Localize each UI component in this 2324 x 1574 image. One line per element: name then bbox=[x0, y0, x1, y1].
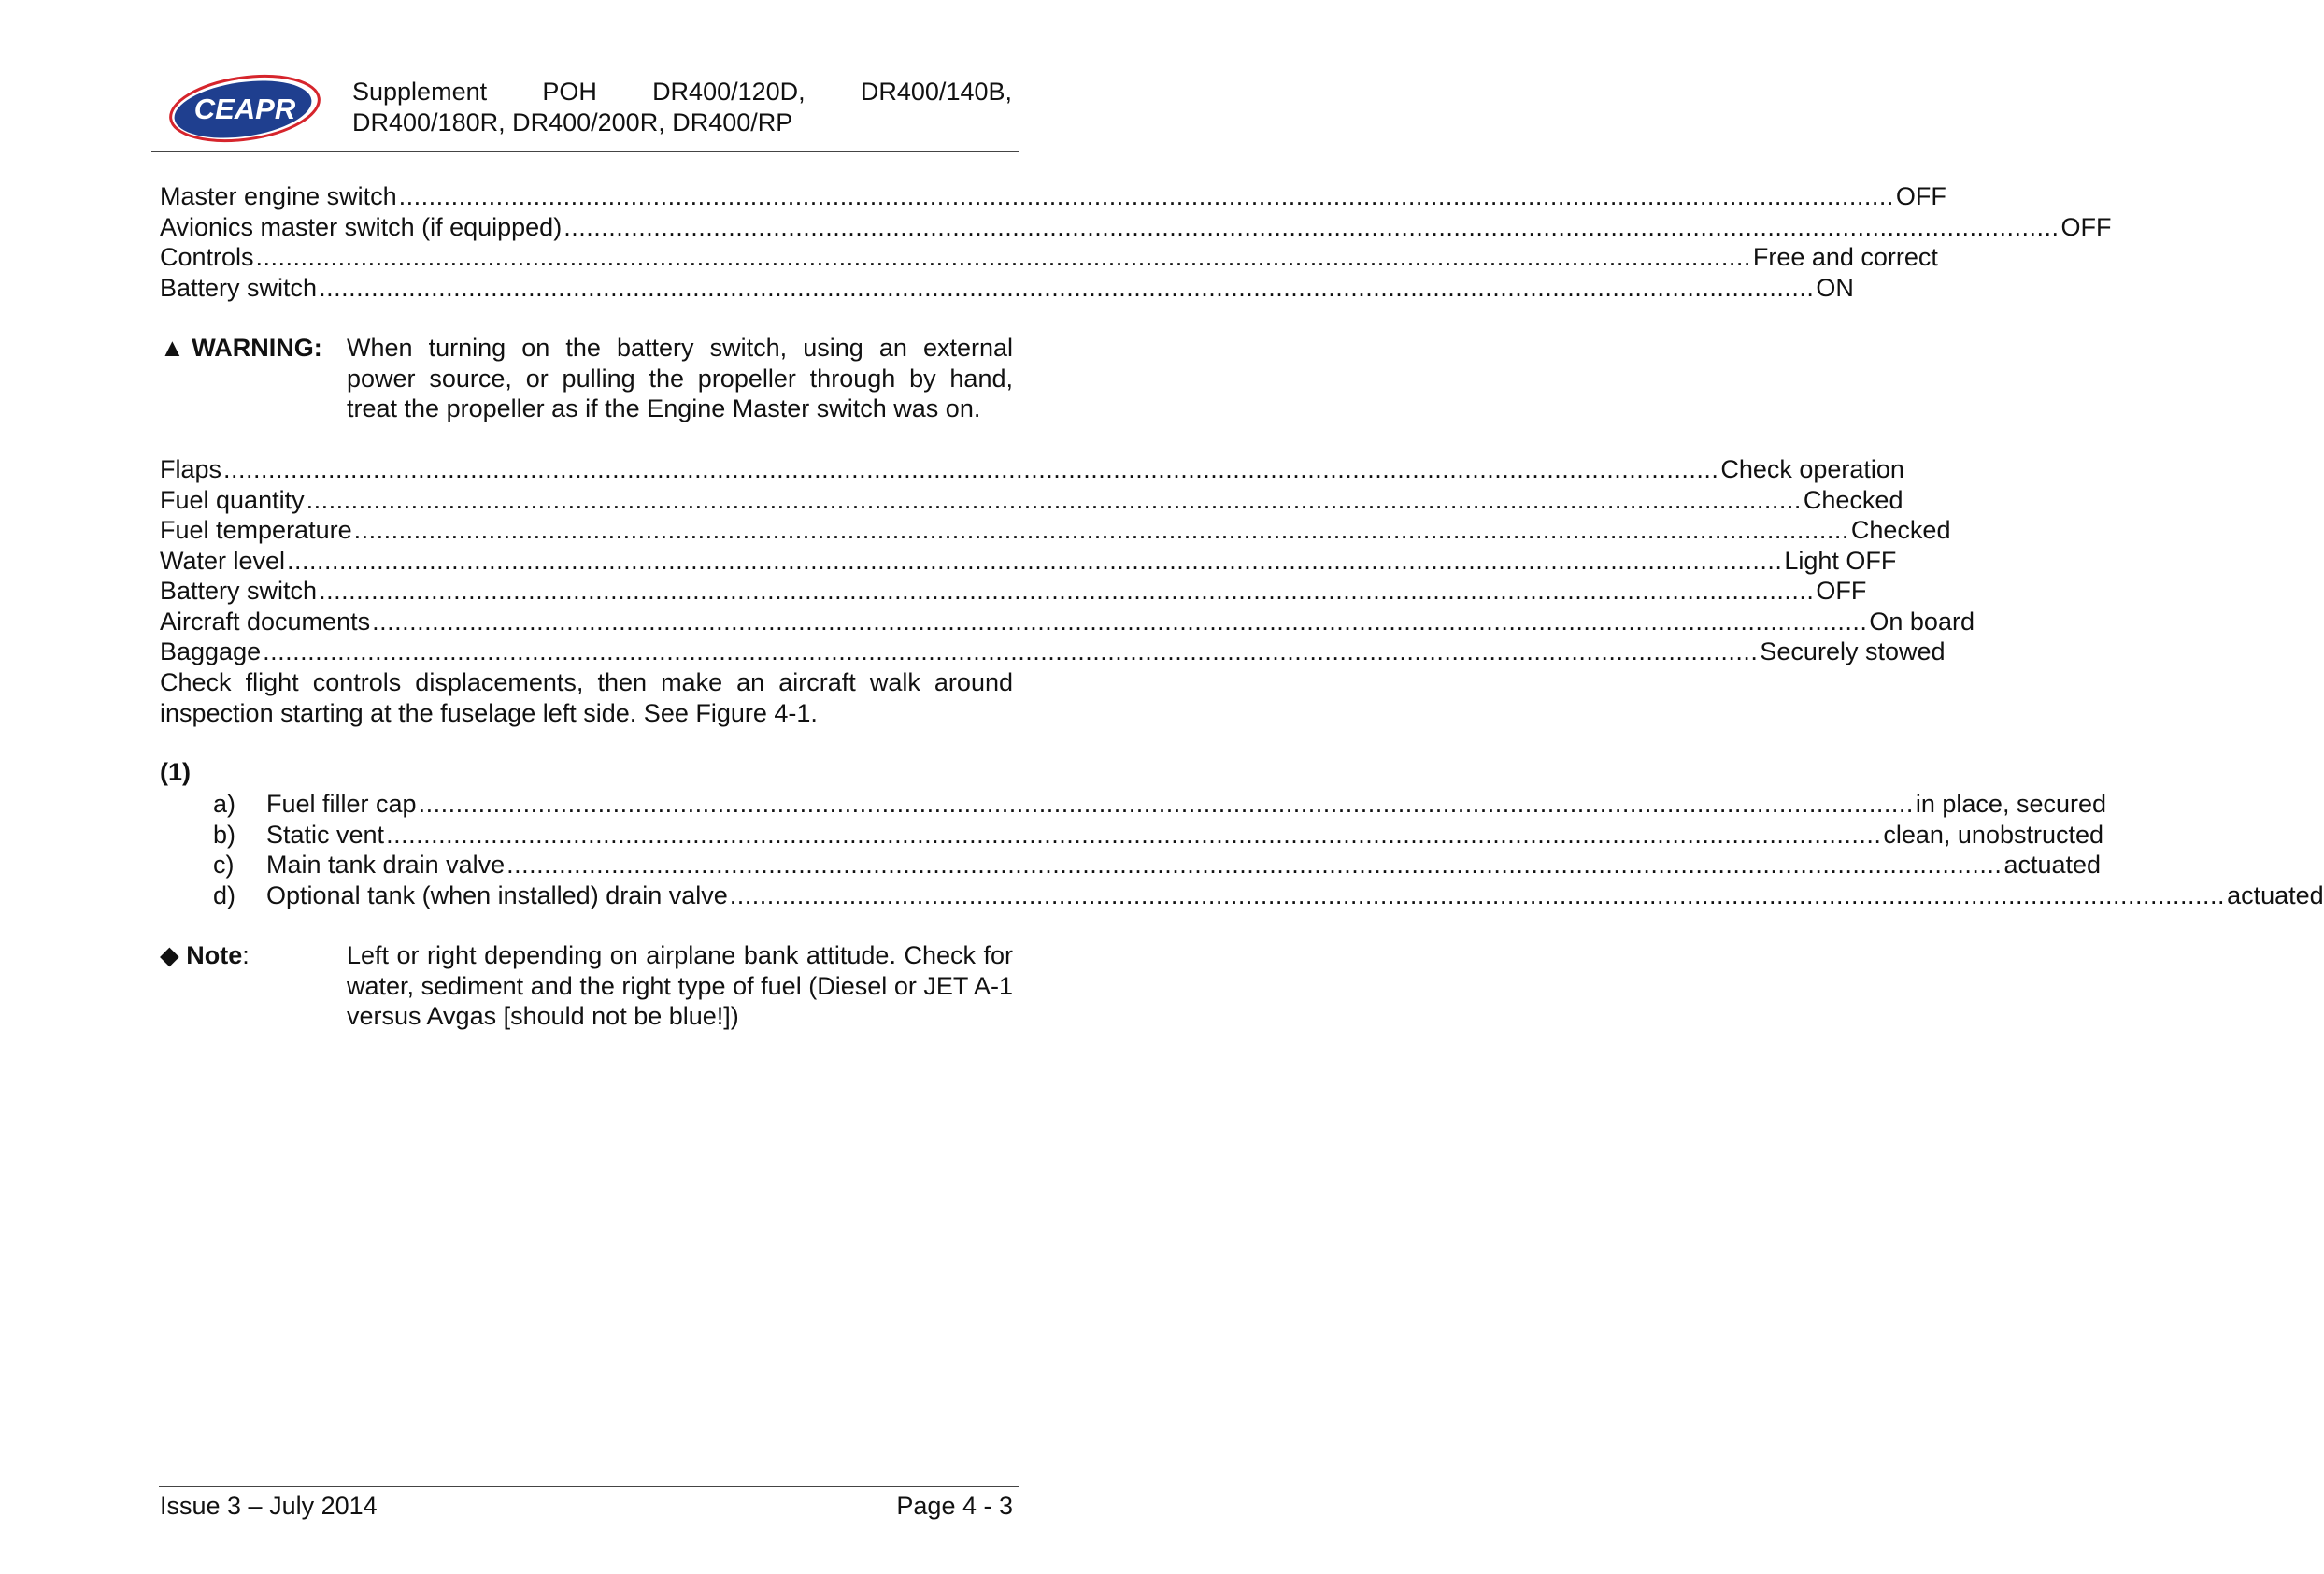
leader-dots: ........................................................................................................................................................................................................ bbox=[255, 243, 1751, 271]
footer-issue: Issue 3 – July 2014 bbox=[160, 1492, 378, 1520]
item-label: Master engine switch bbox=[160, 182, 397, 210]
checklist-row bbox=[160, 485, 1903, 516]
checklist-row bbox=[160, 212, 2112, 243]
leader-dots: ........................................................................................................................................................................................................ bbox=[263, 637, 1759, 665]
leader-dots: ........................................................................................................................................................................................................ bbox=[353, 516, 1849, 544]
item-label: Controls bbox=[160, 243, 254, 271]
item-value: Check operation bbox=[1720, 455, 1904, 483]
leader-dots: ........................................................................................................................................................................................................ bbox=[386, 820, 1882, 849]
item-label: Aircraft documents bbox=[160, 607, 371, 636]
header-word: Supplement bbox=[352, 78, 488, 106]
leader-dots: ........................................................................................................................................................................................................ bbox=[372, 607, 1868, 636]
item-value: Free and correct bbox=[1752, 243, 1938, 271]
header-title bbox=[352, 77, 1012, 138]
warning-label: ▲ WARNING: bbox=[160, 334, 322, 362]
leader-dots: ........................................................................................................................................................................................................ bbox=[287, 546, 1783, 575]
ceapr-logo bbox=[166, 73, 323, 144]
header-word: DR400/120D, bbox=[652, 78, 806, 106]
item-value: OFF bbox=[1816, 577, 1867, 605]
checklist-row bbox=[160, 273, 1854, 304]
checklist-row bbox=[160, 576, 1867, 607]
step-checklist bbox=[213, 789, 2324, 910]
leader-dots: ........................................................................................................................................................................................................ bbox=[223, 455, 1719, 483]
checklist-row bbox=[160, 637, 1946, 667]
item-label: Main tank drain valve bbox=[266, 851, 506, 879]
leader-dots: ........................................................................................................................................................................................................ bbox=[729, 880, 2226, 909]
step-heading: (1) bbox=[160, 758, 191, 786]
header-title-line2: DR400/180R, DR400/200R, DR400/RP bbox=[352, 108, 793, 136]
item-label: Optional tank (when installed) drain valve bbox=[266, 880, 728, 909]
checklist-row bbox=[160, 181, 1946, 212]
note-word: Note bbox=[186, 941, 243, 969]
item-label: Static vent bbox=[266, 820, 385, 849]
leader-dots: ........................................................................................................................................................................................................ bbox=[306, 485, 1802, 514]
logo-text: CEAPR bbox=[193, 93, 296, 125]
item-label: Fuel quantity bbox=[160, 485, 305, 514]
footer-divider bbox=[159, 1486, 1019, 1487]
item-label: Flaps bbox=[160, 455, 222, 483]
note-label bbox=[160, 940, 250, 971]
checklist-2 bbox=[160, 454, 1975, 667]
step-row bbox=[213, 820, 2104, 851]
item-marker: b) bbox=[213, 820, 236, 849]
item-value: Checked bbox=[1803, 485, 1903, 514]
item-value: Securely stowed bbox=[1760, 637, 1946, 665]
item-value: Light OFF bbox=[1784, 546, 1897, 575]
note-text: Left or right depending on airplane bank attitude. Check for water, sediment and the right type of fuel (Diesel or JET A-1 versus Avgas [should not be blue!]) bbox=[347, 941, 1013, 1030]
item-label: Battery switch bbox=[160, 273, 318, 302]
checklist-row bbox=[160, 242, 1938, 273]
footer-page-number: Page 4 - 3 bbox=[896, 1492, 1013, 1520]
item-marker: c) bbox=[213, 851, 235, 879]
header-word: DR400/140B, bbox=[860, 78, 1012, 106]
leader-dots: ........................................................................................................................................................................................................ bbox=[506, 851, 2003, 879]
leader-dots: ........................................................................................................................................................................................................ bbox=[319, 273, 1815, 302]
leader-dots: ........................................................................................................................................................................................................ bbox=[418, 790, 1914, 818]
leader-dots: ........................................................................................................................................................................................................ bbox=[398, 182, 1894, 210]
header-word: POH bbox=[542, 78, 597, 106]
checklist-row bbox=[160, 607, 1975, 637]
leader-dots: ........................................................................................................................................................................................................ bbox=[319, 577, 1815, 605]
step-row bbox=[213, 850, 2102, 880]
checklist-row bbox=[160, 454, 1904, 485]
checklist-1 bbox=[160, 181, 2112, 303]
item-value: OFF bbox=[1895, 182, 1946, 210]
diamond-icon: ◆ bbox=[160, 941, 179, 969]
item-value: actuated bbox=[2227, 880, 2324, 909]
item-label: Fuel temperature bbox=[160, 516, 352, 544]
item-value: clean, unobstructed bbox=[1883, 820, 2104, 849]
item-label: Water level bbox=[160, 546, 286, 575]
walkaround-paragraph: Check flight controls displacements, then make an aircraft walk around inspection starting at the fuselage left side. See Figure 4-1. bbox=[160, 668, 1013, 727]
step-row bbox=[213, 789, 2106, 820]
checklist-row bbox=[160, 546, 1897, 577]
item-label: Baggage bbox=[160, 637, 262, 665]
item-value: actuated bbox=[2003, 851, 2102, 879]
item-label: Avionics master switch (if equipped) bbox=[160, 212, 563, 241]
item-value: On board bbox=[1869, 607, 1975, 636]
note-colon: : bbox=[242, 941, 250, 969]
item-value: in place, secured bbox=[1915, 790, 2106, 818]
item-marker: a) bbox=[213, 790, 236, 818]
step-row bbox=[213, 880, 2324, 911]
item-value: OFF bbox=[2060, 212, 2112, 241]
item-label: Battery switch bbox=[160, 577, 318, 605]
header-divider bbox=[151, 151, 1019, 152]
item-marker: d) bbox=[213, 880, 236, 909]
checklist-row bbox=[160, 515, 1951, 546]
item-label: Fuel filler cap bbox=[266, 790, 417, 818]
warning-text: When turning on the battery switch, using an external power source, or pulling the propeller through by hand, treat the propeller as if the Engine Master switch was on. bbox=[347, 334, 1013, 422]
item-value: Checked bbox=[1850, 516, 1951, 544]
leader-dots: ........................................................................................................................................................................................................ bbox=[563, 212, 2060, 241]
item-value: ON bbox=[1816, 273, 1854, 302]
